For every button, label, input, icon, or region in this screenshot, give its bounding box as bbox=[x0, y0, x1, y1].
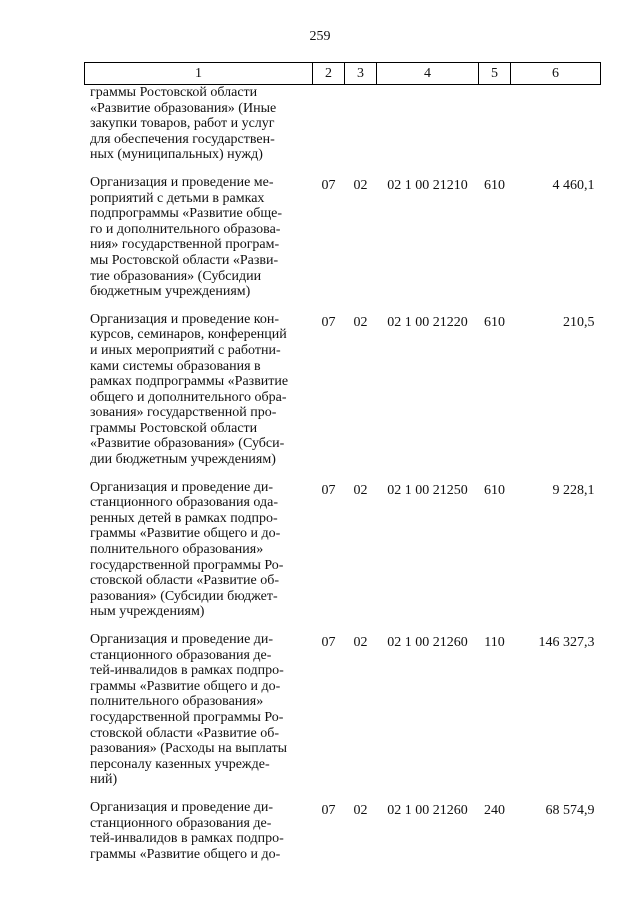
amount-value: 210,5 bbox=[563, 314, 595, 330]
description-line: роприятий с детьми в рамках bbox=[90, 190, 265, 206]
row-description bbox=[85, 632, 313, 800]
expense-type-code: 610 bbox=[484, 314, 505, 330]
amount-value: 9 228,1 bbox=[552, 482, 595, 498]
row-description bbox=[85, 85, 313, 175]
subsection-code bbox=[345, 85, 377, 175]
description-line: «Развитие образования» (Иные bbox=[90, 100, 277, 116]
description-line: граммы Ростовской области bbox=[90, 85, 258, 100]
description-line: государственной программы Ро- bbox=[90, 557, 284, 573]
table-row bbox=[85, 175, 601, 312]
description-line: Организация и проведение ме- bbox=[90, 174, 274, 190]
description-line: полнительного образования» bbox=[90, 694, 264, 710]
description-line: тие образования» (Субсидии bbox=[90, 268, 262, 284]
expense-type-code: 240 bbox=[484, 802, 505, 818]
table-row bbox=[85, 85, 601, 175]
column-header-2: 2 bbox=[313, 63, 345, 85]
subsection-code: 02 bbox=[353, 177, 368, 193]
description-line: государственной программы Ро- bbox=[90, 709, 284, 725]
section-code bbox=[313, 85, 345, 175]
table-row bbox=[85, 632, 601, 800]
description-line: закупки товаров, работ и услуг bbox=[90, 116, 275, 132]
target-article-code bbox=[377, 85, 479, 175]
description-line: станционного образования ода- bbox=[90, 495, 279, 511]
description-line: Организация и проведение ди- bbox=[90, 632, 274, 647]
expense-type-code bbox=[479, 85, 511, 175]
amount-value: 68 574,9 bbox=[545, 802, 595, 818]
description-line: «Развитие образования» (Субси- bbox=[90, 436, 285, 452]
target-article-code: 02 1 00 21260 bbox=[387, 635, 468, 650]
description-line: рамках подпрограммы «Развитие bbox=[90, 374, 289, 390]
column-header-1: 1 bbox=[85, 63, 313, 85]
description-line: Организация и проведение кон- bbox=[90, 311, 280, 327]
expense-type-code: 110 bbox=[484, 635, 505, 650]
description-line: граммы «Развитие общего и до- bbox=[90, 846, 281, 862]
target-article-code: 02 1 00 21260 bbox=[387, 802, 468, 818]
description-line: го и дополнительного образова- bbox=[90, 221, 281, 237]
table-body bbox=[85, 85, 601, 875]
target-article-code: 02 1 00 21220 bbox=[387, 314, 468, 330]
description-line: ных (муниципальных) нужд) bbox=[90, 147, 263, 163]
description-line: курсов, семинаров, конференций bbox=[90, 327, 287, 343]
row-description bbox=[85, 175, 313, 312]
subsection-code: 02 bbox=[353, 635, 368, 650]
description-line: тей-инвалидов в рамках подпро- bbox=[90, 663, 284, 679]
subsection-code: 02 bbox=[353, 314, 368, 330]
column-header-6: 6 bbox=[511, 63, 601, 85]
column-header-3: 3 bbox=[345, 63, 377, 85]
description-line: Организация и проведение ди- bbox=[90, 799, 274, 815]
description-line: и иных мероприятий с работни- bbox=[90, 342, 281, 358]
description-line: станционного образования де- bbox=[90, 647, 272, 663]
description-line: ния» государственной програм- bbox=[90, 237, 280, 253]
target-article-code: 02 1 00 21250 bbox=[387, 482, 468, 498]
description-line: стовской области «Развитие об- bbox=[90, 725, 280, 741]
description-line: полнительного образования» bbox=[90, 542, 264, 558]
row-description bbox=[85, 480, 313, 632]
table-header-row bbox=[85, 63, 601, 85]
column-header-5: 5 bbox=[479, 63, 511, 85]
description-line: бюджетным учреждениям) bbox=[90, 284, 251, 300]
amount-value bbox=[511, 85, 601, 175]
description-line: разования» (Субсидии бюджет- bbox=[90, 588, 278, 604]
budget-table bbox=[84, 62, 601, 874]
description-line: персоналу казенных учрежде- bbox=[90, 756, 270, 772]
description-line: стовской области «Развитие об- bbox=[90, 573, 280, 589]
table-row bbox=[85, 800, 601, 874]
expense-type-code: 610 bbox=[484, 177, 505, 193]
description-line: ным учреждениям) bbox=[90, 604, 205, 620]
description-line: ренных детей в рамках подпро- bbox=[90, 510, 278, 526]
description-line: подпрограммы «Развитие обще- bbox=[90, 206, 283, 222]
description-line: граммы «Развитие общего и до- bbox=[90, 678, 281, 694]
section-code: 07 bbox=[321, 802, 336, 818]
expense-type-code: 610 bbox=[484, 482, 505, 498]
section-code: 07 bbox=[321, 482, 336, 498]
section-code: 07 bbox=[321, 314, 336, 330]
amount-value: 4 460,1 bbox=[552, 177, 595, 193]
description-line: для обеспечения государствен- bbox=[90, 131, 275, 147]
target-article-code: 02 1 00 21210 bbox=[387, 177, 468, 193]
subsection-code: 02 bbox=[353, 802, 368, 818]
description-line: ний) bbox=[90, 772, 118, 788]
description-line: мы Ростовской области «Разви- bbox=[90, 252, 279, 268]
description-line: разования» (Расходы на выплаты bbox=[90, 741, 288, 757]
amount-value: 146 327,3 bbox=[538, 635, 595, 650]
description-line: Организация и проведение ди- bbox=[90, 479, 274, 495]
description-line: станционного образования де- bbox=[90, 815, 272, 831]
section-code: 07 bbox=[321, 177, 336, 193]
description-line: граммы «Развитие общего и до- bbox=[90, 526, 281, 542]
section-code: 07 bbox=[321, 635, 336, 650]
description-line: ками системы образования в bbox=[90, 358, 261, 374]
description-line: тей-инвалидов в рамках подпро- bbox=[90, 831, 284, 847]
row-description bbox=[85, 800, 313, 874]
table-row bbox=[85, 312, 601, 480]
table-row bbox=[85, 480, 601, 632]
subsection-code: 02 bbox=[353, 482, 368, 498]
page-number: 259 bbox=[309, 29, 331, 44]
description-line: дии бюджетным учреждениям) bbox=[90, 452, 276, 468]
description-line: зования» государственной про- bbox=[90, 405, 277, 421]
description-line: общего и дополнительного обра- bbox=[90, 389, 287, 405]
description-line: граммы Ростовской области bbox=[90, 420, 258, 436]
row-description bbox=[85, 312, 313, 480]
column-header-4: 4 bbox=[377, 63, 479, 85]
